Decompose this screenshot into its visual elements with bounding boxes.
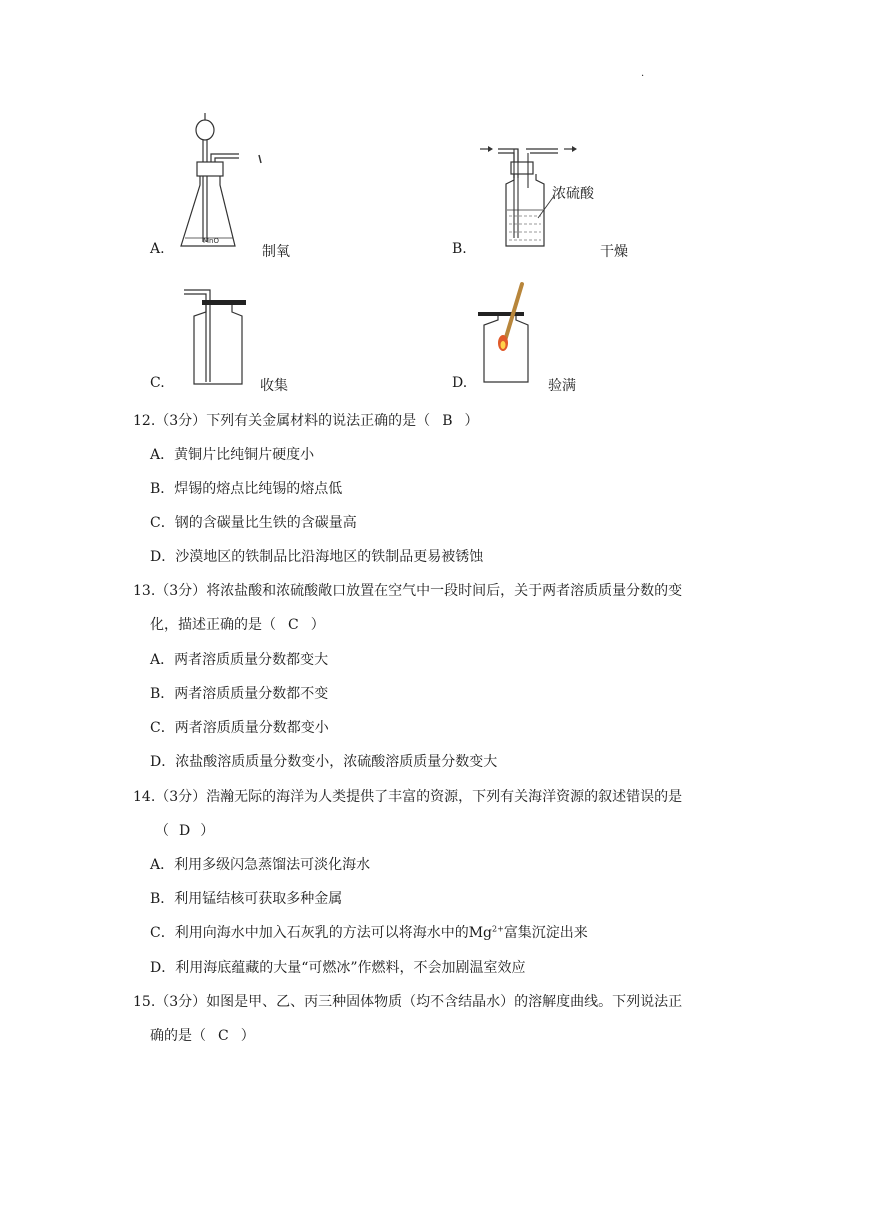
question-12-option-d: D．沙漠地区的铁制品比沿海地区的铁制品更易被锈蚀 <box>150 549 484 565</box>
question-14-stem-continued: （ D ） <box>155 823 215 839</box>
question-13-option-b: B．两者溶质质量分数都不变 <box>150 686 329 702</box>
top-mark: . <box>641 68 645 79</box>
answer-15: C <box>218 1028 229 1044</box>
figure-c-collection-bottle <box>180 282 252 388</box>
question-13-stem-continued: 化，描述正确的是（ C ） <box>150 617 325 633</box>
figure-d-testing-bottle <box>476 280 538 386</box>
question-12-option-a: A．黄铜片比纯铜片硬度小 <box>150 447 315 463</box>
question-15-stem: 15.（3分）如图是甲、乙、丙三种固体物质（均不含结晶水）的溶解度曲线。下列说法正 <box>133 994 683 1010</box>
figure-a-caption: 制氧 <box>262 244 290 260</box>
question-15-stem-continued: 确的是（ C ） <box>150 1028 255 1044</box>
answer-14: D <box>179 823 191 839</box>
question-12-stem: 12.（3分）下列有关金属材料的说法正确的是（ B ） <box>133 413 479 429</box>
figure-b-drying-bottle <box>478 138 598 253</box>
answer-13: C <box>288 617 299 633</box>
figure-d-letter: D. <box>452 375 468 391</box>
question-12-option-c: C．钢的含碳量比生铁的含碳量高 <box>150 515 357 531</box>
figure-c-letter: C. <box>150 375 165 391</box>
question-14-option-c: C．利用向海水中加入石灰乳的方法可以将海水中的$Mg^{2+}$富集沉淀出来 <box>150 924 588 941</box>
figure-a-oxygen-apparatus <box>175 110 270 255</box>
question-13-option-a: A．两者溶质质量分数都变大 <box>150 652 329 668</box>
question-14-option-b: B．利用锰结核可获取多种金属 <box>150 891 343 907</box>
question-13-option-d: D．浓盐酸溶质质量分数变小，浓硫酸溶质质量分数变大 <box>150 754 498 770</box>
question-13-option-c: C．两者溶质质量分数都变小 <box>150 720 329 736</box>
answer-12: B <box>442 413 453 429</box>
figure-d-caption: 验满 <box>548 378 576 394</box>
question-14-option-d: D．利用海底蕴藏的大量“可燃冰”作燃料，不会加剧温室效应 <box>150 960 526 976</box>
figure-a-letter: A. <box>150 241 165 257</box>
svg-text:MnO: MnO <box>203 237 219 245</box>
figure-b-reagent-label: 浓硫酸 <box>552 186 594 202</box>
question-13-stem: 13.（3分）将浓盐酸和浓硫酸敞口放置在空气中一段时间后，关于两者溶质质量分数的变 <box>133 583 683 599</box>
question-14-stem: 14.（3分）浩瀚无际的海洋为人类提供了丰富的资源，下列有关海洋资源的叙述错误的是 <box>133 789 683 805</box>
figure-b-caption: 干燥 <box>600 244 628 260</box>
question-12-option-b: B．焊锡的熔点比纯锡的熔点低 <box>150 481 343 497</box>
figure-c-caption: 收集 <box>260 378 288 394</box>
question-14-option-a: A．利用多级闪急蒸馏法可淡化海水 <box>150 857 371 873</box>
figure-b-letter: B. <box>452 241 467 257</box>
